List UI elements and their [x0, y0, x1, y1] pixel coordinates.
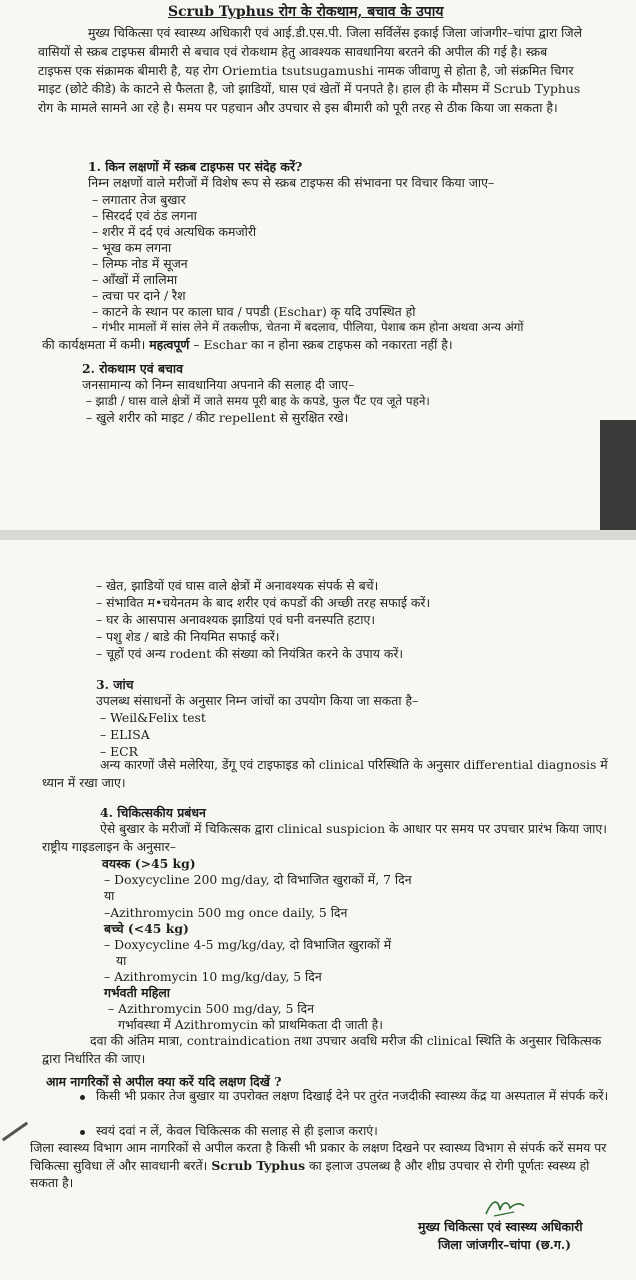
intro-paragraph: मुख्य चिकित्सा एवं स्वास्थ्य अधिकारी एवं आई.डी.एस.पी. जिला सर्विलेंस इकाई जिला जांजगीर–चांपा द्वारा जिले वासियों से स्क्रब टाइफस बीमारी से बचाव एवं रोकथाम हेतु आवश्यक सावधानिया बरतने की अपील की गई है। स्क्रब टाइफस एक संक्रामक बीमारी है, यह रोग Oriemtia tsutsugamushi नामक जीवाणु से होता है, जो संक्रमित चिगर माइट (छोटे कीडे) के काटने से फैलता है, जो झाडियों, घास एवं खेतों में पनपते है। हाल ही के मौसम में Scrub Typhus रोग के मामले सामने आ रहे है। समय पर पहचान और उपचार से इस बीमारी को पूरी तरह से ठीक किया जा सकता है। — [38, 25, 582, 116]
scan-shadow — [600, 420, 636, 530]
symptom-item: – त्वचा पर दाने / रैश — [92, 288, 186, 303]
appeal-bullet: किसी भी प्रकार तेज बुखार या उपरोक्त लक्षण दिखाई देने पर तुरंत नजदीकी स्वास्थ्य केंद्र या अस्पताल में संपर्क करें। — [96, 1088, 609, 1103]
or-text: या — [116, 953, 127, 968]
pregnancy-note: गर्भावस्था में Azithromycin को प्राथमिकता दी जाती है। — [118, 1017, 383, 1032]
prevention-item: – खेत, झाडियों एवं घास वाले क्षेत्रों में अनावश्यक संपर्क से बचें। — [96, 578, 379, 593]
dose-line: – Doxycycline 200 mg/day, दो विभाजित खुराकों में, 7 दिन — [104, 872, 412, 887]
page-divider — [0, 530, 636, 540]
appeal-bullet: स्वयं दवां न लें, केवल चिकित्सक की सलाह से ही इलाज कराएं। — [96, 1123, 378, 1138]
section4-lead: ऐसे बुखार के मरीजों में चिकित्सक द्वारा clinical suspicion के आधार पर समय पर उपचार प्रारंभ किया जाए। राष्ट्रीय गाइडलाइन के अनुसार– — [42, 821, 607, 854]
test-item: – Weil&Felix test — [100, 710, 206, 725]
test-item: – ELISA — [100, 727, 150, 742]
section3-lead: उपलब्ध संसाधनों के अनुसार निम्न जांचों का उपयोग किया जा सकता है– — [96, 693, 419, 708]
test-item: – ECR — [100, 744, 138, 759]
closing-text: जिला स्वास्थ्य विभाग आम नागरिकों से अपील करता है किसी भी प्रकार के लक्षण दिखने पर स्वास्थ्य विभाग से संपर्क करें समय पर चिकित्सा सुविधा लें और सावधानी बरतें। — [30, 1140, 607, 1173]
important-label: महत्वपूर्ण — [149, 337, 190, 352]
symptom-item: – लगातार तेज बुखार — [92, 192, 186, 207]
appeal-heading: आम नागरिकों से अपील क्या करें यदि लक्षण दिखें ? — [46, 1074, 282, 1089]
symptom-item: – काटने के स्थान पर काला घाव / पपडी (Eschar) कृ यदि उपस्थित हो — [92, 304, 416, 319]
prevention-item: – पशु शेड / बाडे की नियमित सफाई करें। — [96, 629, 280, 644]
section1-lead: निम्न लक्षणों वाले मरीजों में विशेष रूप से स्क्रब टाइफस की संभावना पर विचार किया जाए– — [88, 175, 495, 190]
child-heading: बच्चे (<45 kg) — [104, 921, 189, 936]
section1-important-line — [42, 336, 453, 353]
symptom-item: – लिम्फ नोड में सूजन — [92, 256, 188, 271]
important-prefix: की कार्यक्षमता में कमी। — [42, 337, 146, 352]
prevention-item: – घर के आसपास अनावश्यक झाडियां एवं घनी वनस्पति हटाए। — [96, 612, 376, 627]
document-page-1 — [0, 0, 636, 530]
bullet-dot — [80, 1095, 85, 1100]
important-text: – Eschar का न होना स्क्रब टाइफस को नकारता नहीं है। — [193, 337, 453, 352]
section3-note: अन्य कारणों जैसे मलेरिया, डेंगू एवं टाइफाइड को clinical परिस्थिति के अनुसार differential diagnosis में ध्यान में रखा जाए। — [42, 757, 608, 790]
dosage-final-note: दवा की अंतिम मात्रा, contraindication तथा उपचार अवधि मरीज की clinical स्थिति के अनुसार चिकित्सक द्वारा निर्धारित की जाए। — [42, 1033, 602, 1066]
section3-heading: 3. जांच — [96, 677, 134, 692]
prevention-item: – खुले शरीर को माइट / कीट repellent से सुरक्षित रखे। — [86, 410, 349, 425]
bullet-dot — [80, 1130, 85, 1135]
signature-line1: मुख्य चिकित्सा एवं स्वास्थ्य अधिकारी — [418, 1219, 583, 1234]
pregnant-heading: गर्भवती महिला — [104, 985, 170, 1000]
symptom-item: – गंभीर मामलों में सांस लेने में तकलीफ, चेतना में बदलाव, पीलिया, पेशाब कम होना अथवा अन्य अंगों — [92, 320, 524, 334]
closing-paragraph — [30, 1139, 616, 1192]
symptom-item: – शरीर में दर्द एवं अत्यधिक कमजोरी — [92, 224, 257, 239]
prevention-item: – संभावित म•चयेनतम के बाद शरीर एवं कपडों की अच्छी तरह सफाई करें। — [96, 595, 431, 610]
prevention-item: – चूहों एवं अन्य rodent की संख्या को नियंत्रित करने के उपाय करें। — [96, 646, 404, 661]
signature-mark — [484, 1196, 526, 1218]
closing-text-end: का इलाज उपलब्ध है और शीघ्र उपचार से रोगी पूर्णतः स्वस्थ्य हो सकता है। — [30, 1157, 590, 1190]
symptom-item: – आँखों में लालिमा — [92, 272, 178, 287]
signature-line2: जिला जांजगीर–चांपा (छ.ग.) — [438, 1237, 572, 1252]
dose-line: –Azithromycin 500 mg once daily, 5 दिन — [104, 905, 348, 920]
section1-heading: 1. किन लक्षणों में स्क्रब टाइफस पर संदेह करें? — [88, 159, 303, 174]
adult-heading: वयस्क (>45 kg) — [102, 856, 196, 871]
dose-line: – Azithromycin 500 mg/day, 5 दिन — [108, 1001, 314, 1016]
dose-line: – Doxycycline 4-5 mg/kg/day, दो विभाजित खुराकों में — [104, 937, 392, 952]
symptom-item: – भूख कम लगना — [92, 240, 172, 255]
prevention-item: – झाडी / घास वाले क्षेत्रों में जाते समय पूरी बाह के कपडे, फुल पैंट एव जूते पहने। — [86, 394, 430, 408]
section2-lead: जनसामान्य को निम्न सावधानिया अपनाने की सलाह दी जाए– — [82, 377, 355, 392]
document-title: Scrub Typhus रोग के रोकथाम, बचाव के उपाय — [168, 4, 444, 20]
or-text: या — [104, 888, 115, 903]
dose-line: – Azithromycin 10 mg/kg/day, 5 दिन — [104, 969, 322, 984]
closing-disease-name: Scrub Typhus — [211, 1157, 306, 1173]
section4-heading: 4. चिकित्सकीय प्रबंधन — [100, 805, 206, 820]
scan-edge-mark — [2, 1122, 28, 1142]
section2-heading: 2. रोकथाम एवं बचाव — [82, 361, 183, 376]
symptom-item: – सिरदर्द एवं ठंड लगना — [92, 208, 197, 223]
